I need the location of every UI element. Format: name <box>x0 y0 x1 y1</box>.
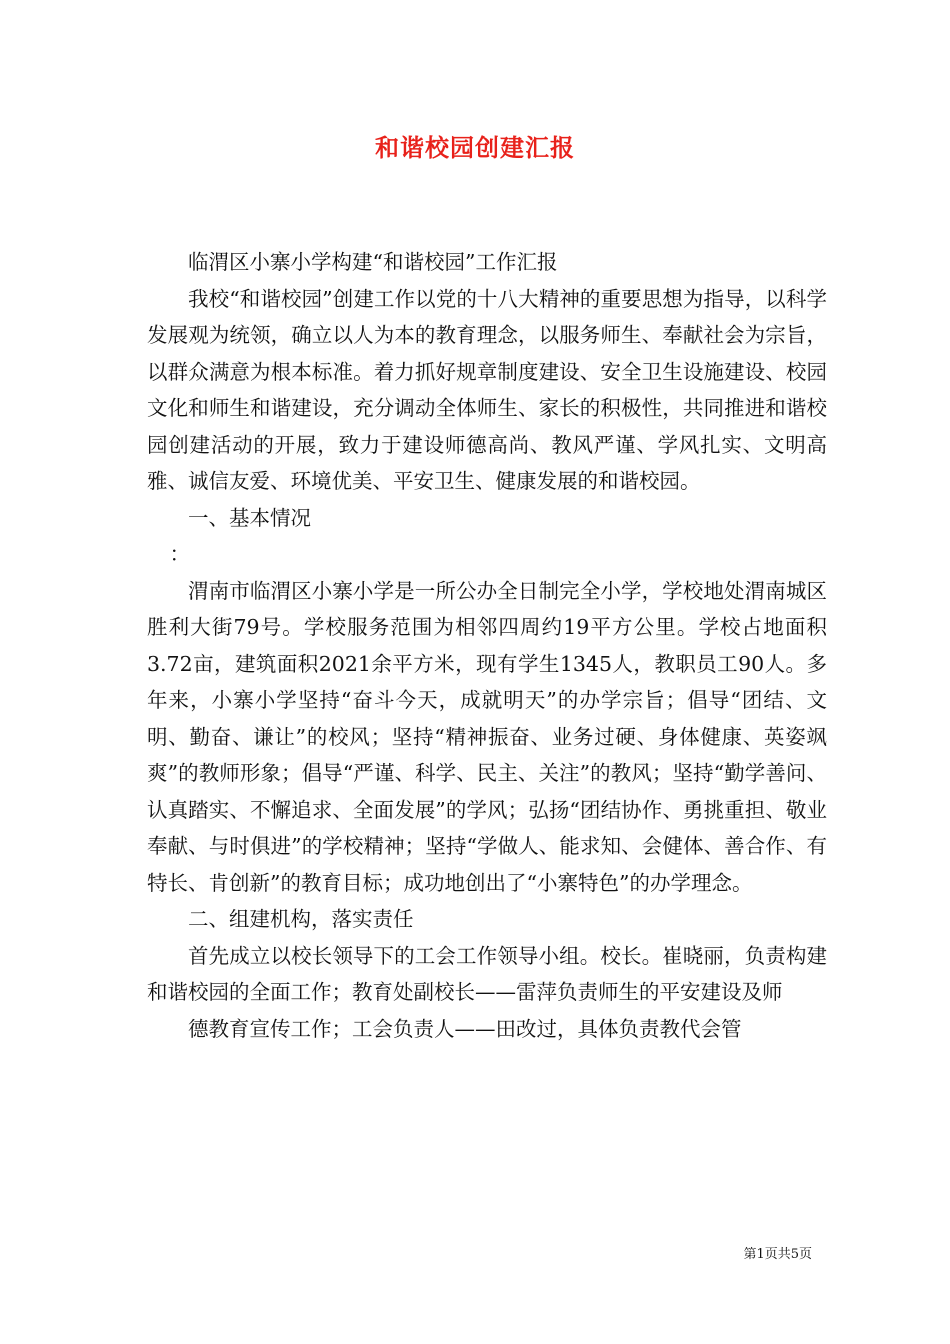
paragraph-colon: ： <box>169 542 191 566</box>
page-number: 第1页共5页 <box>743 1247 812 1262</box>
section-heading-basic: 一、基本情况 <box>188 505 311 530</box>
document-title: 和谐校园创建汇报 <box>375 133 575 162</box>
paragraph-subtitle: 临渭区小寨小学构建“和谐校园”工作汇报 <box>188 250 558 274</box>
document-body <box>147 244 827 1047</box>
paragraph-intro: 我校“和谐校园”创建工作以党的十八大精神的重要思想为指导，以科学发展观为统领，确立以人为本的教育理念，以服务师生、奉献社会为宗旨，以群众满意为根本标准。着力抓好规章制度建设、安全卫生设施建设、校园文化和师生和谐建设，充分调动全体师生、家长的积极性，共同推进和谐校园创建活动的开展，致力于建设师德高尚、教风严谨、学风扎实、文明高雅、诚信友爱、环境优美、平安卫生、健康发展的和谐校园。 <box>147 286 827 493</box>
paragraph-organization: 首先成立以校长领导下的工会工作领导小组。校长。崔晓丽，负责构建和谐校园的全面工作；教育处副校长——雷萍负责师生的平安建设及师 <box>147 943 827 1004</box>
paragraph-continued: 德教育宣传工作；工会负责人——田改过，具体负责教代会管 <box>188 1016 742 1041</box>
paragraph-basic-info: 渭南市临渭区小寨小学是一所公办全日制完全小学，学校地处渭南城区胜利大街79号。学校服务范围为相邻四周约19平方公里。学校占地面积3.72亩，建筑面积2021余平方米，现有学生1345人，教职员工90人。多年来，小寨小学坚持“奋斗今天，成就明天”的办学宗旨；倡导“团结、文明、勤奋、谦让”的校风；坚持“精神振奋、业务过硬、身体健康、英姿飒爽”的教师形象；倡导“严谨、科学、民主、关注”的教风；坚持“勤学善问、认真踏实、不懈追求、全面发展”的学风；弘扬“团结协作、勇挑重担、敬业奉献、与时俱进”的学校精神；坚持“学做人、能求知、会健体、善合作、有特长、肯创新”的教育目标；成功地创出了“小寨特色”的办学理念。 <box>147 578 827 895</box>
section-heading-organization: 二、组建机构，落实责任 <box>188 907 414 931</box>
